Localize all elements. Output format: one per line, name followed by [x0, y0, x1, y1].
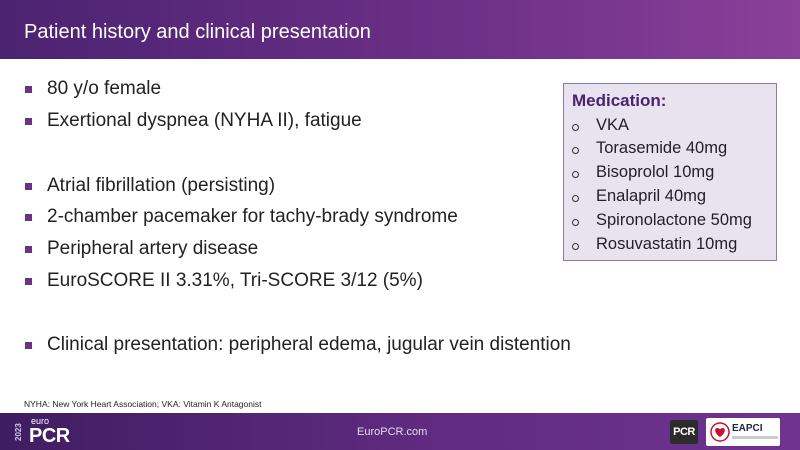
slide-title: Patient history and clinical presentation — [24, 21, 371, 43]
bullet-text: Exertional dyspnea (NYHA II), fatigue — [47, 110, 362, 131]
europcr-logo: PCR — [29, 425, 70, 447]
circle-bullet-icon — [572, 219, 579, 226]
medication-text: Bisoprolol 10mg — [596, 162, 715, 181]
bullet-text: Clinical presentation: peripheral edema, jugular vein distention — [47, 334, 571, 355]
circle-bullet-icon — [572, 243, 579, 250]
square-bullet-icon — [25, 278, 32, 285]
square-bullet-icon — [25, 246, 32, 253]
medication-item — [572, 114, 629, 136]
bullet-text: EuroSCORE II 3.31%, Tri-SCORE 3/12 (5%) — [47, 270, 423, 291]
medication-text: Rosuvastatin 10mg — [596, 234, 738, 253]
medication-item — [572, 185, 706, 207]
logo-euro-text: euro — [31, 416, 50, 426]
square-bullet-icon — [25, 183, 32, 190]
slide-header — [0, 0, 800, 59]
pcr-logo-badge: PCR — [670, 420, 698, 444]
footnote: NYHA: New York Heart Association; VKA: Vitamin K Antagonist — [24, 399, 262, 409]
eapci-text: EAPCI — [732, 423, 763, 434]
eapci-subtitle-line — [732, 436, 778, 439]
bullet-item — [24, 173, 275, 199]
eapci-logo-badge — [706, 418, 780, 446]
square-bullet-icon — [25, 214, 32, 221]
circle-bullet-icon — [572, 124, 579, 131]
medication-item — [572, 161, 714, 183]
circle-bullet-icon — [572, 195, 579, 202]
bullet-item — [24, 76, 161, 102]
square-bullet-icon — [25, 86, 32, 93]
circle-bullet-icon — [572, 147, 579, 154]
square-bullet-icon — [25, 342, 32, 349]
medication-title: Medication: — [572, 91, 667, 110]
heart-logo-icon — [710, 422, 730, 442]
bullet-item — [24, 332, 571, 358]
year-label: 2023 — [14, 423, 23, 441]
medication-text: VKA — [596, 115, 630, 134]
medication-item — [572, 233, 737, 255]
slide-footer — [0, 413, 800, 450]
medication-item — [572, 209, 752, 231]
bullet-text: Atrial fibrillation (persisting) — [47, 175, 276, 196]
medication-item — [572, 137, 727, 159]
footer-url[interactable]: EuroPCR.com — [357, 426, 428, 438]
medication-text: Torasemide 40mg — [596, 138, 728, 157]
bullet-text: 2-chamber pacemaker for tachy-brady syndrome — [47, 206, 458, 227]
bullet-item — [24, 204, 458, 230]
bullet-item — [24, 268, 423, 294]
square-bullet-icon — [25, 118, 32, 125]
medication-text: Enalapril 40mg — [596, 186, 707, 205]
circle-bullet-icon — [572, 171, 579, 178]
medication-text: Spironolactone 50mg — [596, 210, 752, 229]
bullet-text: Peripheral artery disease — [47, 238, 259, 259]
bullet-item — [24, 108, 362, 134]
bullet-item — [24, 236, 258, 262]
medication-box — [563, 83, 777, 261]
bullet-text: 80 y/o female — [47, 78, 162, 99]
